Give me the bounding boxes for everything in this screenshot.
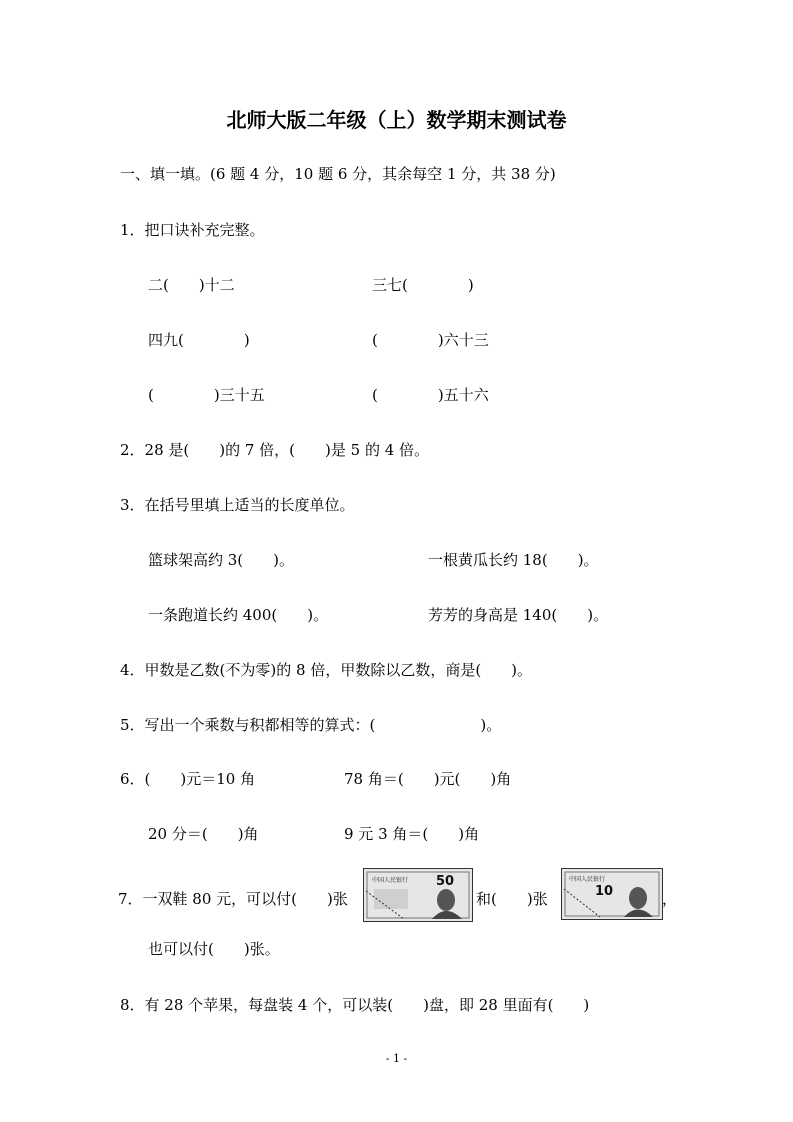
section-heading: 一、填一填。(6 题 4 分，10 题 6 分，其余每空 1 分，共 38 分) (120, 165, 556, 183)
question-7-part2: 和( )张 (476, 890, 548, 908)
question-7-part1: 7．一双鞋 80 元，可以付( )张 (118, 890, 348, 908)
q6-item: 9 元 3 角＝( )角 (344, 825, 480, 843)
q6-item: 78 角＝( )元( )角 (344, 770, 512, 788)
question-8: 8．有 28 个苹果，每盘装 4 个，可以装( )盘，即 28 里面有( ) (120, 996, 590, 1014)
question-2: 2．28 是( )的 7 倍，( )是 5 的 4 倍。 (120, 441, 430, 459)
q3-item: 芳芳的身高是 140( )。 (428, 606, 609, 624)
q1-item: ( )三十五 (148, 386, 265, 404)
bill-denomination: 10 (595, 884, 614, 899)
q1-item: ( )六十三 (372, 331, 489, 349)
q3-item: 一条跑道长约 400( )。 (148, 606, 329, 624)
q1-item: 三七( ) (372, 276, 474, 294)
bill-denomination: 50 (436, 874, 455, 889)
banknote-10-image (562, 869, 662, 919)
question-7-part3: ， (662, 890, 678, 908)
page-title: 北师大版二年级（上）数学期末测试卷 (226, 108, 567, 132)
q1-item: 四九( ) (148, 331, 250, 349)
q6-item: 20 分＝( )角 (148, 825, 259, 843)
question-5: 5．写出一个乘数与积都相等的算式：( )。 (120, 716, 502, 734)
page-number: - 1 - (385, 1052, 408, 1065)
bill-caption: 中国人民银行 (569, 876, 606, 883)
q1-item: ( )五十六 (372, 386, 489, 404)
question-7-line2: 也可以付( )张。 (148, 940, 280, 958)
q6-item: 6．( )元＝10 角 (120, 770, 256, 788)
q3-item: 一根黄瓜长约 18( )。 (428, 551, 599, 569)
q3-item: 篮球架高约 3( )。 (148, 551, 295, 569)
banknote-50-yuan (363, 868, 473, 922)
q1-item: 二( )十二 (148, 276, 235, 294)
bill-caption: 中国人民银行 (372, 877, 409, 884)
question-4: 4．甲数是乙数(不为零)的 8 倍，甲数除以乙数，商是( )。 (120, 661, 533, 679)
banknote-50-image (364, 869, 472, 921)
question-1: 1．把口诀补充完整。 (120, 221, 265, 239)
banknote-10-yuan (561, 868, 663, 920)
question-3: 3．在括号里填上适当的长度单位。 (120, 496, 355, 514)
